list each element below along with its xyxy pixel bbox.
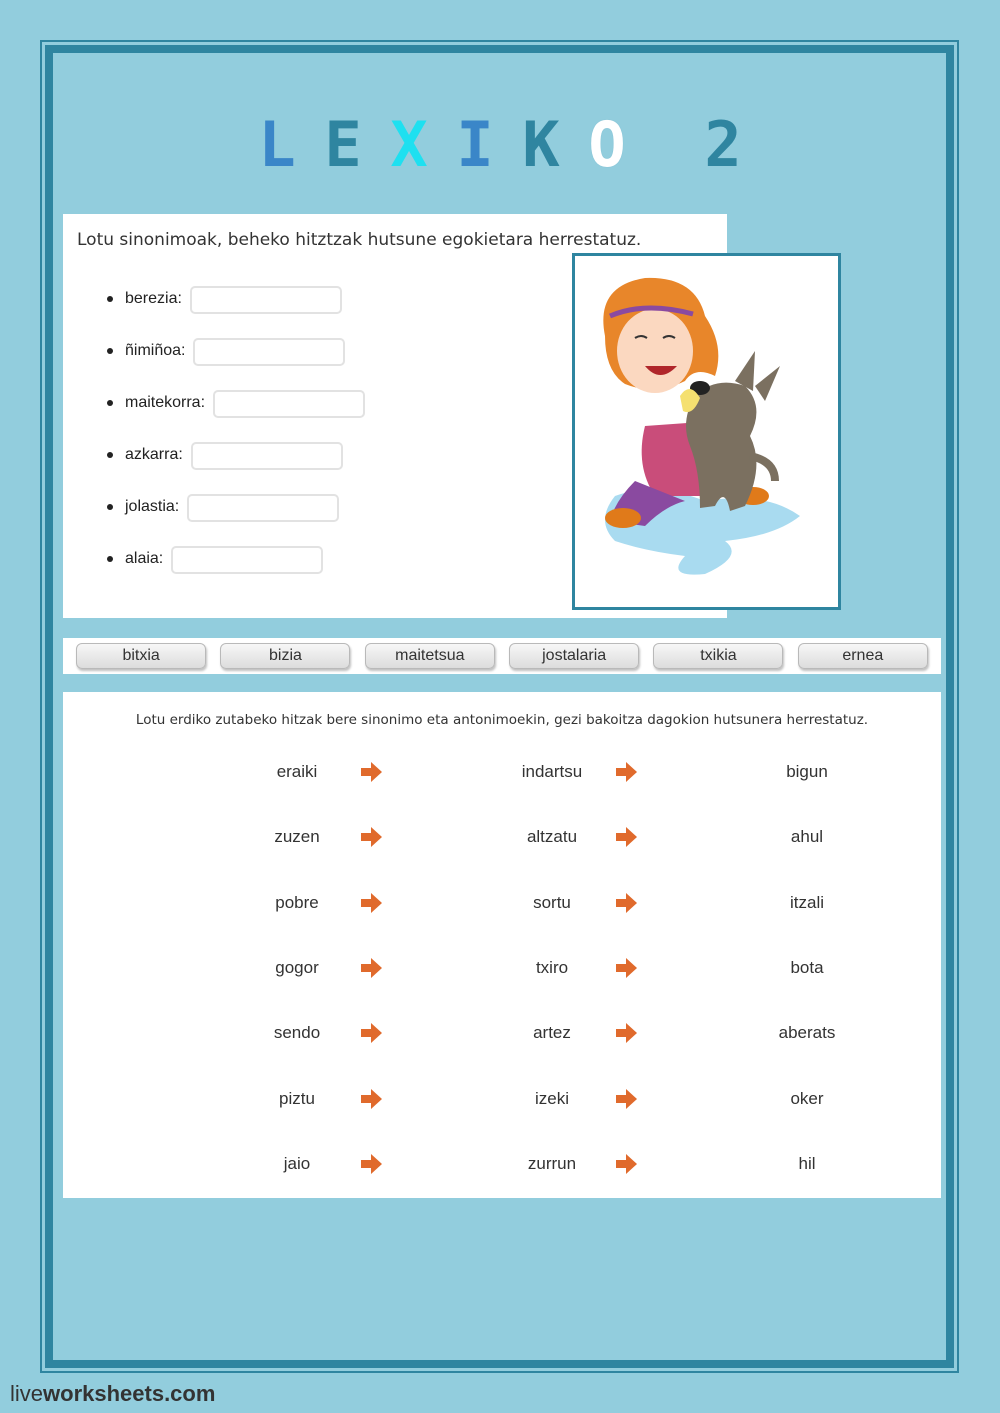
left-word: gogor bbox=[275, 958, 319, 977]
table-row bbox=[63, 1018, 941, 1048]
title-letter: 2 bbox=[704, 108, 742, 181]
right-word: bota bbox=[790, 958, 824, 977]
drop-target-input[interactable] bbox=[191, 442, 343, 470]
draggable-arrow-icon[interactable] bbox=[359, 892, 383, 914]
left-word: eraiki bbox=[276, 762, 318, 781]
draggable-word[interactable]: maitetsua bbox=[365, 643, 495, 669]
right-word: hil bbox=[798, 1154, 816, 1173]
item-label: berezia: bbox=[125, 290, 182, 307]
left-word: pobre bbox=[275, 893, 319, 912]
list-item bbox=[107, 546, 365, 598]
item-label: jolastia: bbox=[125, 498, 180, 515]
draggable-arrow-icon[interactable] bbox=[614, 1153, 638, 1175]
table-row bbox=[63, 953, 941, 983]
center-word: artez bbox=[533, 1023, 571, 1042]
draggable-arrow-icon[interactable] bbox=[614, 826, 638, 848]
title-letter: K bbox=[522, 108, 560, 181]
draggable-arrow-icon[interactable] bbox=[359, 957, 383, 979]
drop-target-input[interactable] bbox=[193, 338, 345, 366]
title-letter: E bbox=[324, 108, 362, 181]
drop-target-input[interactable] bbox=[171, 546, 323, 574]
table-row bbox=[63, 1149, 941, 1179]
center-word: txiro bbox=[535, 958, 569, 977]
center-word: altzatu bbox=[526, 827, 578, 846]
footer-brand-name: worksheets.com bbox=[43, 1381, 216, 1406]
left-word: zuzen bbox=[274, 827, 320, 846]
exercise1-instruction: Lotu sinonimoak, beheko hitztzak hutsune egokietara herrestatuz. bbox=[77, 230, 642, 250]
draggable-word[interactable]: txikia bbox=[653, 643, 783, 669]
left-word: jaio bbox=[283, 1154, 311, 1173]
table-row bbox=[63, 822, 941, 852]
draggable-arrow-icon[interactable] bbox=[614, 892, 638, 914]
draggable-arrow-icon[interactable] bbox=[359, 1022, 383, 1044]
word-bank bbox=[63, 638, 941, 674]
item-label: alaia: bbox=[125, 550, 164, 567]
draggable-arrow-icon[interactable] bbox=[359, 761, 383, 783]
title-letter: I bbox=[456, 108, 494, 181]
right-word: aberats bbox=[778, 1023, 836, 1042]
draggable-word[interactable]: ernea bbox=[798, 643, 928, 669]
draggable-arrow-icon[interactable] bbox=[359, 826, 383, 848]
draggable-word[interactable]: bizia bbox=[220, 643, 350, 669]
right-word: ahul bbox=[790, 827, 824, 846]
draggable-arrow-icon[interactable] bbox=[614, 1022, 638, 1044]
item-label: maitekorra: bbox=[125, 394, 206, 411]
girl-and-dog-illustration bbox=[572, 253, 841, 610]
title-letter: L bbox=[258, 108, 296, 181]
right-word: itzali bbox=[789, 893, 824, 912]
table-row bbox=[63, 757, 941, 787]
center-word: indartsu bbox=[521, 762, 583, 781]
draggable-word[interactable]: jostalaria bbox=[509, 643, 639, 669]
list-item bbox=[107, 442, 365, 494]
list-item bbox=[107, 286, 365, 338]
exercise2-instruction: Lotu erdiko zutabeko hitzak bere sinonimo eta antonimoekin, gezi bakoitza dagokion hutsunera herrestatuz. bbox=[135, 712, 869, 728]
list-item bbox=[107, 390, 365, 442]
draggable-arrow-icon[interactable] bbox=[359, 1153, 383, 1175]
footer-prefix: live bbox=[10, 1381, 44, 1406]
item-label: azkarra: bbox=[125, 446, 183, 463]
draggable-arrow-icon[interactable] bbox=[359, 1088, 383, 1110]
draggable-word[interactable]: bitxia bbox=[76, 643, 206, 669]
drop-target-input[interactable] bbox=[187, 494, 339, 522]
page-title bbox=[0, 108, 1000, 181]
right-word: bigun bbox=[786, 762, 828, 781]
draggable-arrow-icon[interactable] bbox=[614, 761, 638, 783]
left-word: piztu bbox=[279, 1089, 315, 1108]
footer-brand bbox=[10, 1381, 215, 1407]
center-word: zurrun bbox=[527, 1154, 577, 1173]
title-letter: O bbox=[588, 108, 626, 181]
list-item bbox=[107, 338, 365, 390]
list-item bbox=[107, 494, 365, 546]
drop-target-input[interactable] bbox=[213, 390, 365, 418]
drop-target-input[interactable] bbox=[190, 286, 342, 314]
synonym-list bbox=[107, 286, 365, 598]
center-word: izeki bbox=[534, 1089, 569, 1108]
draggable-arrow-icon[interactable] bbox=[614, 957, 638, 979]
center-word: sortu bbox=[533, 893, 571, 912]
left-word: sendo bbox=[273, 1023, 321, 1042]
synonym-antonym-panel bbox=[63, 692, 941, 1198]
right-word: oker bbox=[790, 1089, 824, 1108]
table-row bbox=[63, 1084, 941, 1114]
draggable-arrow-icon[interactable] bbox=[614, 1088, 638, 1110]
title-letter: X bbox=[390, 108, 428, 181]
table-row bbox=[63, 888, 941, 918]
item-label: ñimiñoa: bbox=[125, 342, 186, 359]
